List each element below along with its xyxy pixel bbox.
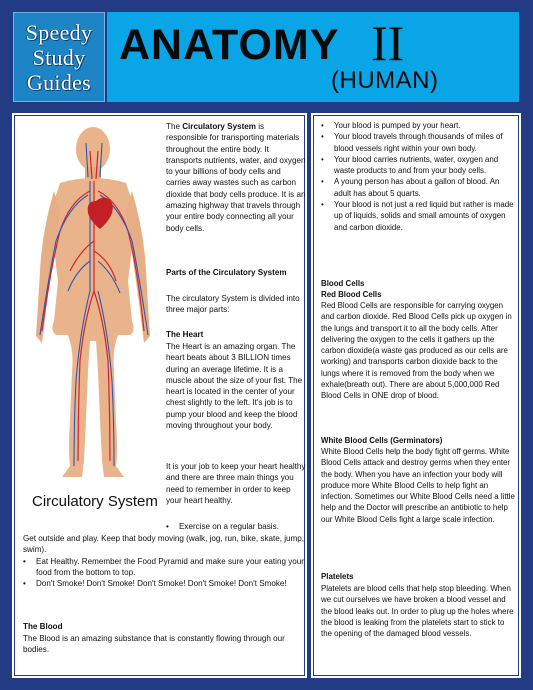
body-silhouette — [36, 127, 150, 477]
page-title: ANATOMY — [119, 21, 340, 69]
bullet-exercise-continued: Get outside and play. Keep that body moving (walk, jog, run, bike, skate, jump, swim). — [23, 534, 305, 555]
list-item: • Your blood is not just a red liquid but rather is made up of liquids, solids and small amounts of oxygen and carbon dioxide. — [321, 199, 517, 233]
parts-text: The circulatory System is divided into three major parts: — [166, 294, 300, 315]
speedy-study-guides-logo — [13, 12, 105, 102]
red-blood-cells-text: Red Blood Cells are responsible for carrying oxygen and carbon dioxide. Red Blood Cells pick up oxygen in the lungs and transport it to all the body cells. After delivering the oxygen to the cells it gathers up the carbon dioxide(a waste gas produced as our cells are working) and transports carbon dioxide back to the lungs where it is removed from the body when we exhale(breath out). There are about 5,000,000 Red Blood Cells in ONE drop of blood. — [321, 301, 512, 401]
white-blood-cells-heading: White Blood Cells (Germinators) — [321, 436, 443, 445]
list-item: • Your blood travels through thousands of miles of blood vessels right within your own body. — [321, 131, 517, 154]
circulatory-system-illustration — [20, 121, 166, 483]
blood-cells-heading: Blood Cells Red Blood Cells — [321, 278, 517, 301]
red-blood-cells-heading: Red Blood Cells — [321, 290, 382, 300]
circulatory-intro: The Circulatory System is responsible for transporting materials throughout the entire body. It transports nutrients, water, and oxygen to your billions of body cells and carries away wastes such as carbon dioxide that body cells produce. It is an amazing highway that travels through your entire body connecting all your body cells. — [166, 122, 306, 233]
blood-text: The Blood is an amazing substance that is constantly flowing through our bodies. — [23, 634, 285, 655]
heart-health-text: It is your job to keep your heart healthy and there are three main things you need to remember in order to keep your heart healthy. — [166, 462, 306, 505]
platelets-heading: Platelets — [321, 572, 354, 581]
left-panel — [12, 113, 307, 678]
page-subtitle: (HUMAN) — [331, 67, 439, 94]
heart-heading: The Heart — [166, 330, 204, 339]
blood-facts-list — [321, 120, 517, 233]
title-numeral: II — [371, 15, 405, 71]
parts-heading: Parts of the Circulatory System — [166, 268, 287, 277]
list-item: • Your blood is pumped by your heart. — [321, 120, 517, 131]
logo-line-3: Guides — [26, 69, 92, 95]
title-banner — [107, 12, 519, 102]
logo-line-1: Speedy — [25, 19, 93, 45]
bullet-exercise: • Exercise on a regular basis. — [166, 521, 306, 532]
logo-line-2: Study — [32, 44, 86, 70]
platelets-text: Platelets are blood cells that help stop bleeding. When we cut ourselves we have broken a blood vessel and the blood leaks out. In order to plug up the holes where the blood is leaking from the platelets start to stick to the opening of the damaged blood vessels. — [321, 584, 514, 639]
white-blood-cells-text: White Blood Cells help the body fight off germs. White Blood Cells attack and destroy germs when they enter the body. When you have an infection your body will produce more White Blood Cells to help fight an infection. Sometimes our White Blood Cells need a little help and the Doctor will prescribe an antibiotic to help our White Blood Cells fight a large scale infection. — [321, 447, 515, 524]
bullet-dont-smoke: • Don't Smoke! Don't Smoke! Don't Smoke! Don't Smoke! Don't Smoke! — [23, 578, 305, 589]
blood-heading: The Blood — [23, 622, 63, 631]
page-header — [0, 0, 533, 108]
figure-caption: Circulatory System — [32, 493, 158, 510]
list-item: • A young person has about a gallon of blood. An adult has about 5 quarts. — [321, 176, 517, 199]
health-bullets — [23, 533, 305, 589]
heart-text: The Heart is an amazing organ. The heart beats about 3 BILLION times during an average lifetime. It is a muscle about the size of your fist. The heart is located in the center of your chest slightly to the left. It's job is to pump your blood and keep the blood moving throughout your body. — [166, 342, 303, 431]
list-item: • Your blood carries nutrients, water, oxygen and waste products to and from your body cells. — [321, 154, 517, 177]
bullet-eat-healthy: • Eat Healthy. Remember the Food Pyramid and make sure your eating your food from the bottom to top. — [23, 556, 305, 579]
right-panel — [311, 113, 521, 678]
